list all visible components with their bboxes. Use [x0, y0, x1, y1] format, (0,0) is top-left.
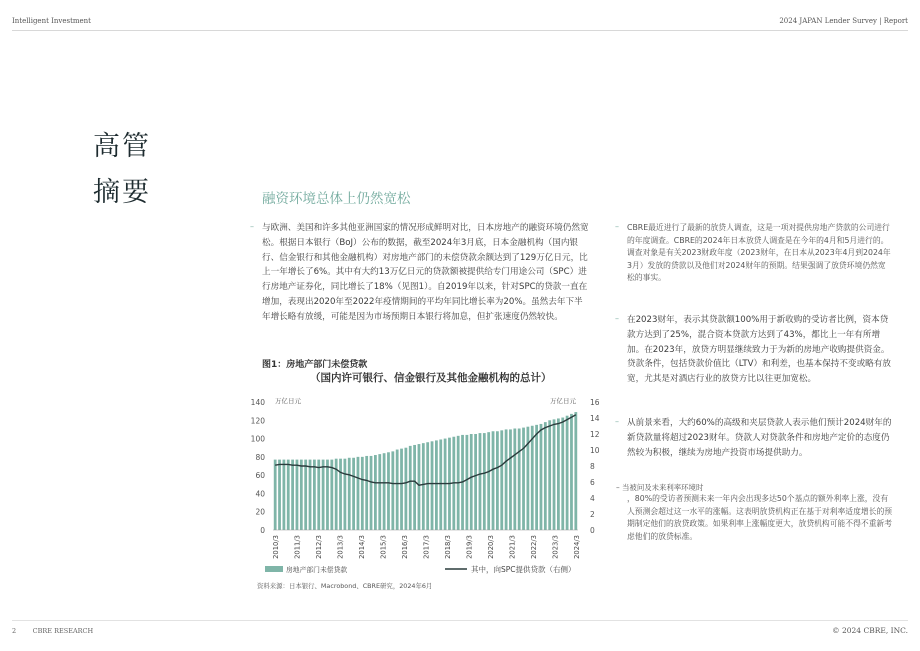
header-left: Intelligent Investment: [12, 17, 91, 25]
bar: [561, 418, 564, 530]
bar: [391, 451, 394, 530]
x-tick-label: 2012/3: [315, 535, 324, 559]
x-tick-label: 2024/3: [572, 535, 581, 559]
bar: [540, 424, 543, 530]
x-tick-label: 2011/3: [293, 535, 302, 559]
bar: [548, 420, 551, 530]
figure-title: 图1：房地产部门未偿贷款: [262, 360, 368, 370]
legend-swatch-bars: [265, 566, 283, 572]
bar: [535, 425, 538, 530]
bar: [531, 426, 534, 530]
bar: [513, 429, 516, 530]
footer-divider: [12, 620, 908, 621]
x-tick-label: 2020/3: [486, 535, 495, 559]
bar: [566, 416, 569, 530]
x-tick-label: 2021/3: [508, 535, 517, 559]
bar: [383, 453, 386, 530]
right-paragraph-2: 在2023财年，表示其贷款额100%用于新收购的受访者比例，资本贷款方达到了25%，混合资本贷款方达到了43%，都比上一年有所增加。在2023年，放贷方明显继续致力于为新的房地产收购提供资金。贷款条件，包括贷款价值比（LTV）和利差，也基本保持不变或略有放宽，尤其是对酒店行业的放贷方比以往更加宽松。: [627, 315, 891, 385]
x-tick-label: 2016/3: [401, 535, 410, 559]
bar: [343, 459, 346, 530]
bar: [483, 433, 486, 530]
bar: [465, 435, 468, 530]
x-tick-label: 2022/3: [529, 535, 538, 559]
bar: [296, 460, 299, 530]
right-tick-label: 0: [590, 526, 595, 535]
left-tick-label: 20: [255, 507, 265, 517]
bullet-dash: –: [615, 222, 619, 231]
bar: [326, 460, 329, 530]
bar: [557, 418, 560, 530]
bar: [544, 422, 547, 530]
legend-label-line: 其中，向SPC提供贷款（右侧）: [471, 565, 576, 574]
page-title-line1: 高管: [93, 131, 151, 162]
bar: [570, 414, 573, 530]
bar: [500, 430, 503, 530]
x-tick-label: 2018/3: [443, 535, 452, 559]
x-tick-label: 2017/3: [422, 535, 431, 559]
bar: [361, 457, 364, 530]
bar: [322, 460, 325, 530]
x-tick-label: 2013/3: [336, 535, 345, 559]
right-tick-label: 6: [590, 478, 595, 487]
bar: [313, 460, 316, 530]
left-tick-label: 0: [260, 526, 265, 535]
bar: [409, 446, 412, 530]
bar: [309, 460, 312, 530]
footer-right: © 2024 CBRE, INC.: [832, 626, 908, 635]
x-tick-label: 2015/3: [379, 535, 388, 559]
bar: [287, 460, 290, 530]
bar: [317, 460, 320, 530]
x-tick-label: 2014/3: [358, 535, 367, 559]
right-unit-label: 万亿日元: [550, 397, 576, 405]
figure-subtitle: （国内许可银行、信金银行及其他金融机构的总计）: [310, 372, 552, 384]
right-tick-label: 2: [590, 510, 595, 519]
bar: [374, 455, 377, 530]
bar: [439, 439, 442, 530]
footer-left: 2 CBRE RESEARCH: [12, 627, 94, 635]
bar: [492, 431, 495, 530]
bullet-dash: –: [615, 417, 619, 426]
section-subhead: 融资环境总体上仍然宽松: [262, 191, 411, 207]
bar: [282, 460, 285, 530]
bar: [352, 458, 355, 530]
bar: [487, 432, 490, 530]
bar: [574, 412, 577, 530]
bar: [422, 443, 425, 530]
left-tick-label: 140: [250, 398, 265, 407]
right-paragraph-1: CBRE最近进行了最新的放贷人调查，这是一项对提供房地产贷款的公司进行的年度调查。CBRE的2024年日本放贷人调查是在今年的4月和5月进行的。调查对象是有关2023财政年度（2023财年，在日本从2023年4月到2024年3月）发放的贷款以及他们对2024财年的预期。结果强调了放贷环境仍然宽松的事实。: [627, 223, 891, 283]
interest-note-heading: – 当被问及未来利率环境时: [616, 483, 704, 492]
bar: [378, 454, 381, 530]
left-unit-label: 万亿日元: [275, 397, 301, 405]
bar: [553, 419, 556, 530]
bar: [348, 458, 351, 530]
bar: [400, 449, 403, 530]
left-tick-label: 120: [250, 416, 265, 426]
left-paragraph: 与欧洲、美国和许多其他亚洲国家的情况形成鲜明对比，日本房地产的融资环境仍然宽松。根据日本银行（BoJ）公布的数据，截至2024年3月底，日本金融机构（国内银行、信金银行和其他金融机构）对房地产部门的未偿贷款余额达到了129万亿日元，比上一年增长了6%。其中有大约13万亿日元的贷款额被提供给专门用途公司（SPC）进行房地产证券化，同比增长了18%（见图1）。自2019年以来，针对SPC的贷款一直在增加，表现出2020年至2022年疫情期间的平均年同比增长率为20%。虽然去年下半年增长略有放缓，可能是因为市场预期日本银行将加息，但扩张速度仍然较快。: [262, 223, 589, 322]
bar: [509, 429, 512, 530]
bar: [418, 444, 421, 530]
bar: [370, 456, 373, 530]
bullet-dash: –: [250, 222, 254, 231]
bar: [300, 460, 303, 530]
figure-source: 资料来源：日本银行、Macrobond、CBRE研究，2024年6月: [257, 582, 433, 590]
loan-chart: [245, 390, 600, 620]
bar: [518, 429, 521, 530]
left-tick-label: 60: [255, 471, 265, 481]
bar: [339, 459, 342, 530]
x-tick-label: 2010/3: [272, 535, 281, 559]
legend-label-bars: 房地产部门未偿贷款: [286, 566, 348, 574]
right-paragraph-3: 从前景来看，大约60%的高级和夹层贷款人表示他们预计2024财年的新贷款量将超过2023财年。贷款人对贷款条件和房地产定价的态度仍然较为积极，继续为房地产投资市场提供助力。: [627, 418, 892, 458]
header-right: 2024 JAPAN Lender Survey | Report: [779, 17, 908, 25]
bar: [435, 440, 438, 530]
bar: [396, 450, 399, 530]
bar: [413, 445, 416, 530]
bar: [291, 460, 294, 530]
bar: [470, 434, 473, 530]
right-tick-label: 10: [590, 446, 600, 455]
bar: [522, 428, 525, 530]
header-divider: [12, 30, 908, 31]
right-tick-label: 16: [590, 398, 600, 407]
right-tick-label: 4: [590, 494, 595, 503]
right-tick-label: 8: [590, 462, 595, 471]
right-tick-label: 14: [590, 414, 600, 423]
bar: [426, 442, 429, 530]
bullet-dash: –: [615, 314, 619, 323]
bar: [330, 460, 333, 530]
bar: [479, 433, 482, 530]
bar: [304, 460, 307, 530]
bar: [365, 456, 368, 530]
spc-loan-line: [275, 415, 576, 485]
bar: [357, 457, 360, 530]
bar: [505, 429, 508, 530]
right-tick-label: 12: [590, 430, 600, 439]
bar: [431, 441, 434, 530]
bar: [474, 434, 477, 530]
page-title-line2: 摘要: [93, 177, 151, 208]
bar: [278, 460, 281, 530]
left-tick-label: 40: [255, 489, 265, 499]
bar: [496, 431, 499, 530]
bar: [274, 460, 277, 530]
left-tick-label: 100: [250, 434, 265, 444]
left-tick-label: 80: [255, 452, 265, 462]
x-tick-label: 2019/3: [465, 535, 474, 559]
bar: [404, 448, 407, 530]
x-tick-label: 2023/3: [551, 535, 560, 559]
bar: [387, 452, 390, 530]
right-paragraph-4: ，80%的受访者预测未来一年内会出现多达50个基点的额外利率上涨，没有人预测会超过这一水平的涨幅。这表明放贷机构正在基于对利率适度增长的预期制定他们的放贷政策。如果利率上涨幅度更大，放贷机构可能不得不重新考虑他们的放贷标准。: [627, 494, 893, 541]
